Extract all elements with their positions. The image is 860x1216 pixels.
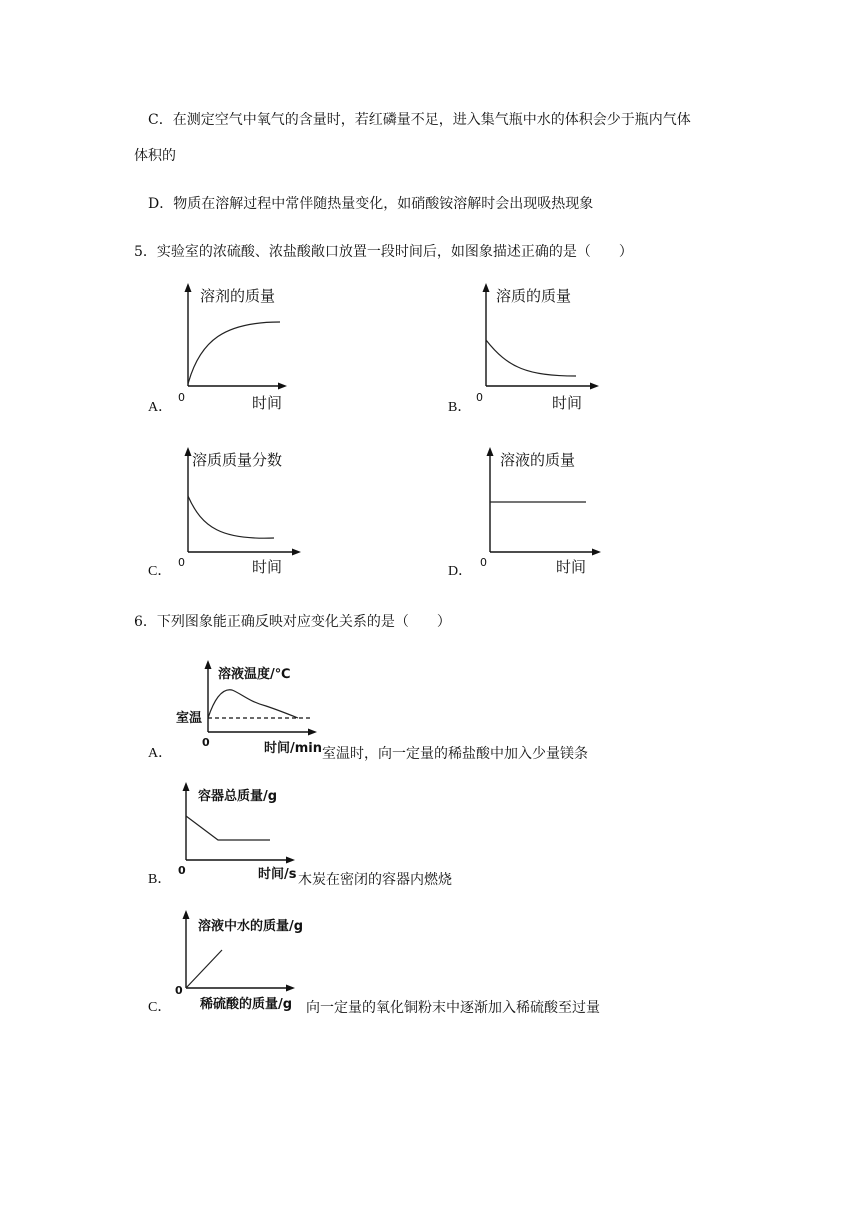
q5-option-d-letter: D． xyxy=(448,564,473,579)
q4-option-c-line1: C．在测定空气中氧气的含量时，若红磷量不足，进入集气瓶中水的体积会少于瓶内气体 xyxy=(148,112,691,128)
q5-a-origin: 0 xyxy=(178,391,185,404)
q6-stem: 6．下列图象能正确反映对应变化关系的是（ ） xyxy=(134,614,451,630)
q5-b-xlabel: 时间 xyxy=(552,394,583,412)
q5-d-ylabel: 溶液的质量 xyxy=(500,451,576,469)
q5-graph-c xyxy=(170,444,305,579)
q5-c-origin: 0 xyxy=(178,556,185,569)
q6-option-c-letter: C． xyxy=(148,1000,172,1015)
q6-c-origin: 0 xyxy=(175,984,183,997)
q5-graph-d xyxy=(472,444,607,579)
q6-graph-a xyxy=(170,652,322,762)
q6-b-caption: 木炭在密闭的容器内燃烧 xyxy=(298,872,452,888)
q6-c-xlabel: 稀硫酸的质量/g xyxy=(200,997,293,1012)
q6-a-ylabel: 溶液温度/℃ xyxy=(218,667,291,682)
q5-option-b-letter: B． xyxy=(448,400,472,415)
q6-b-origin: 0 xyxy=(178,864,186,877)
q5-c-ylabel: 溶质质量分数 xyxy=(192,451,283,469)
q5-a-ylabel: 溶剂的质量 xyxy=(200,287,276,305)
q5-b-ylabel: 溶质的质量 xyxy=(496,287,572,305)
q5-graph-b xyxy=(468,280,603,415)
q6-a-xlabel: 时间/min xyxy=(264,741,323,756)
q5-b-origin: 0 xyxy=(476,391,483,404)
q5-c-xlabel: 时间 xyxy=(252,558,283,576)
q6-graph-c xyxy=(170,904,310,1016)
q6-a-room-temp-label: 室温 xyxy=(176,711,203,726)
q6-b-ylabel: 容器总质量/g xyxy=(198,789,278,804)
q6-b-xlabel: 时间/s xyxy=(258,867,297,882)
q6-a-origin: 0 xyxy=(202,736,210,749)
q6-c-ylabel: 溶液中水的质量/g xyxy=(198,919,304,934)
q5-a-xlabel: 时间 xyxy=(252,394,283,412)
q4-option-d: D．物质在溶解过程中常伴随热量变化，如硝酸铵溶解时会出现吸热现象 xyxy=(148,196,594,212)
q5-stem: 5．实验室的浓硫酸、浓盐酸敞口放置一段时间后，如图象描述正确的是（ ） xyxy=(134,244,633,260)
q5-option-a-letter: A． xyxy=(148,400,173,415)
q5-d-origin: 0 xyxy=(480,556,487,569)
q5-d-xlabel: 时间 xyxy=(556,558,587,576)
q5-option-c-letter: C． xyxy=(148,564,172,579)
q5-graph-a xyxy=(170,280,290,415)
q6-option-a-letter: A． xyxy=(148,746,173,761)
q6-a-caption: 室温时，向一定量的稀盐酸中加入少量镁条 xyxy=(322,746,588,762)
q6-c-caption: 向一定量的氧化铜粉末中逐渐加入稀硫酸至过量 xyxy=(306,1000,600,1016)
q6-option-b-letter: B． xyxy=(148,872,172,887)
q6-graph-b xyxy=(170,776,300,884)
q4-option-c-line2: 体积的 xyxy=(134,148,176,164)
